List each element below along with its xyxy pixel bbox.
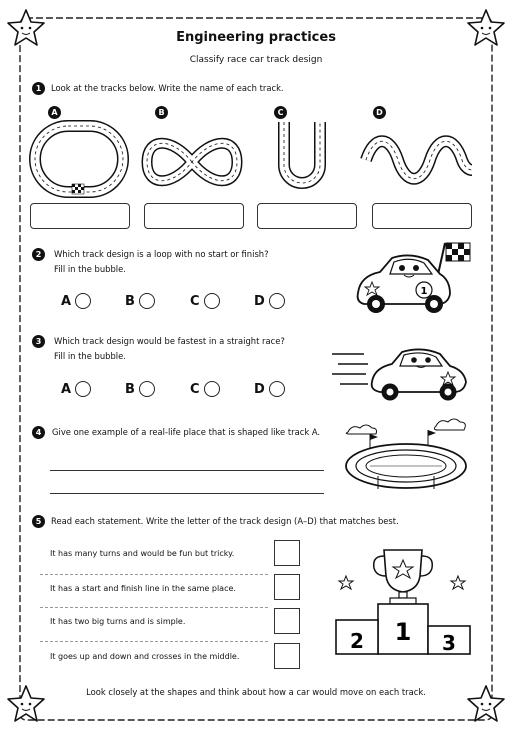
bubble[interactable] — [269, 381, 285, 397]
question-number-2: 2 — [32, 248, 45, 261]
bubble[interactable] — [75, 381, 91, 397]
oval-stadium-icon — [340, 414, 475, 494]
bubble[interactable] — [139, 381, 155, 397]
statement-4-answer-box[interactable] — [274, 643, 300, 669]
q2-option-a[interactable]: A — [61, 293, 91, 309]
question-number-1: 1 — [32, 82, 45, 95]
statement-4: It goes up and down and crosses in the middle. — [50, 652, 240, 661]
answer-line[interactable] — [50, 470, 324, 471]
question-1-text: Look at the tracks below. Write the name of each track. — [51, 83, 284, 93]
answer-line[interactable] — [50, 493, 324, 494]
question-number-3: 3 — [32, 335, 45, 348]
track-letter-c: C — [274, 106, 287, 119]
question-5-text: Read each statement. Write the letter of the track design (A–D) that matches best. — [51, 516, 399, 526]
statement-3: It has two big turns and is simple. — [50, 617, 186, 626]
divider — [40, 574, 268, 575]
statement-1: It has many turns and would be fun but tricky. — [50, 549, 235, 558]
divider — [40, 607, 268, 608]
statement-2: It has a start and finish line in the same place. — [50, 584, 236, 593]
divider — [40, 641, 268, 642]
speeding-car-icon — [330, 340, 480, 402]
question-2-text: Which track design is a loop with no start or finish? Fill in the bubble. — [54, 249, 269, 274]
q2-option-d[interactable]: D — [254, 293, 285, 309]
statement-1-answer-box[interactable] — [274, 540, 300, 566]
footer-tip: Look closely at the shapes and think about how a car would move on each track. — [86, 687, 426, 697]
podium-first-place: 1 — [394, 618, 412, 646]
figure-eight-track-icon — [142, 132, 242, 192]
question-number-4: 4 — [32, 426, 45, 439]
statement-3-answer-box[interactable] — [274, 608, 300, 634]
track-d-name-box[interactable] — [372, 203, 472, 229]
track-b-name-box[interactable] — [144, 203, 244, 229]
q2-option-c[interactable]: C — [190, 293, 220, 309]
statement-2-answer-box[interactable] — [274, 574, 300, 600]
question-3-text: Which track design would be fastest in a straight race? Fill in the bubble. — [54, 336, 285, 361]
oval-track-icon — [30, 120, 130, 200]
podium-third-place: 3 — [442, 631, 456, 655]
question-4-text: Give one example of a real-life place that is shaped like track A. — [52, 427, 321, 437]
page-title: Engineering practices — [176, 30, 336, 45]
bubble[interactable] — [139, 293, 155, 309]
u-shaped-track-icon — [272, 120, 332, 195]
track-letter-b: B — [155, 106, 168, 119]
bubble[interactable] — [269, 293, 285, 309]
page-subtitle: Classify race car track design — [189, 55, 323, 65]
trophy-podium-icon — [328, 540, 478, 660]
track-letter-d: D — [373, 106, 386, 119]
wavy-track-icon — [360, 130, 480, 190]
car-number: 1 — [420, 286, 428, 297]
bubble[interactable] — [204, 293, 220, 309]
track-letter-a: A — [48, 106, 61, 119]
bubble[interactable] — [204, 381, 220, 397]
q3-option-d[interactable]: D — [254, 381, 285, 397]
question-number-5: 5 — [32, 515, 45, 528]
q3-option-a[interactable]: A — [61, 381, 91, 397]
podium-second-place: 2 — [350, 629, 364, 653]
q3-option-c[interactable]: C — [190, 381, 220, 397]
q2-option-b[interactable]: B — [125, 293, 155, 309]
q3-option-b[interactable]: B — [125, 381, 155, 397]
bubble[interactable] — [75, 293, 91, 309]
track-c-name-box[interactable] — [257, 203, 357, 229]
track-a-name-box[interactable] — [30, 203, 130, 229]
race-car-with-flag-icon — [350, 238, 480, 318]
